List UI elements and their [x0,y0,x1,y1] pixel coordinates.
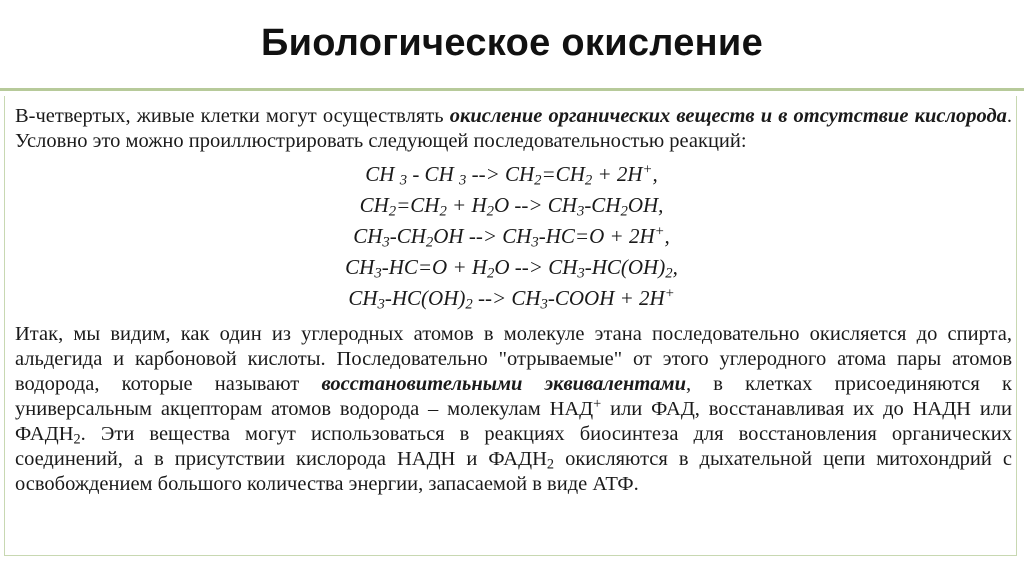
explanation-text-4: . Эти вещества могут использоваться в реакциях биосинтеза для восстановления органических соединений, а в присутствии кислорода НАДН и ФАДН [15,423,1012,470]
equation-1: CH $_3$ - CH $_3$ --> $CH_2=CH_2 + 2H^+$, [365,161,658,189]
explanation-text-2: , в клетках присоединяются к универсальным акцепторам атомов водорода – молекулам НАД [15,373,1012,420]
fadh-subscript-2: 2 [546,456,555,473]
reaction-sequence [5,159,1018,314]
explanation-paragraph [15,322,1012,497]
title-divider [0,88,1024,91]
explanation-text-3: или ФАД, восстанавливая их до НАДН или ФАДН [15,398,1012,445]
slide-title: Биологическое окисление [260,22,764,64]
explanation-text-5: окисляются в дыхательной цепи митохондрий с освобождением большого количества энергии, запасаемой в виде АТФ. [15,448,1013,495]
equation-5: $CH_3-HC(OH)_2$ --> $CH_3$-COOH + 2H+ [348,285,675,313]
intro-paragraph [15,104,1012,154]
equation-2: $CH_2=CH_2 + H_2O$ --> $CH_3-CH_2OH$, [359,193,664,220]
equation-4: $CH_3-HC=O + H_2O$ --> $CH_3-HC(OH)_2$, [345,255,678,282]
intro-text-1: В-четвертых, живые клетки могут осуществлять [15,105,450,127]
fadh-subscript-1: 2 [73,431,81,448]
explanation-emphasis: восстановительными эквивалентами [321,373,686,395]
content-box [4,96,1017,556]
intro-text-2: . Условно это можно проиллюстрировать следующей последовательностью реакций: [15,105,1013,152]
equation-3: $CH_3-CH_2OH$ --> $CH_3-HC=O + 2H^+$, [353,223,670,251]
intro-emphasis: окисление органических веществ и в отсутствие кислорода [449,105,1007,127]
nad-superscript: + [593,395,602,412]
explanation-text-1: Итак, мы видим, как один из углеродных атомов в молекуле этана последовательно окисляется до спирта, альдегида и карбоновой кислоты. Последовательно "отрываемые" от этого углеродного атома пары атомов водорода, которые называют [15,323,1012,395]
